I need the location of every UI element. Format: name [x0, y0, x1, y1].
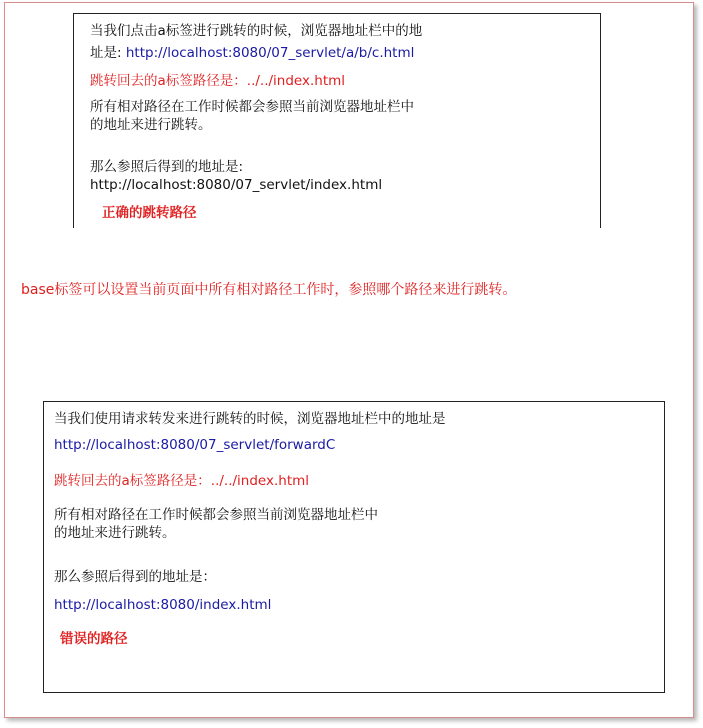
top-result-label: 那么参照后得到的地址是:	[90, 159, 244, 175]
top-intro-line: 当我们点击a标签进行跳转的时候，浏览器地址栏中的地	[90, 23, 423, 39]
top-rule-line2: 的地址来进行跳转。	[90, 117, 212, 133]
top-jump-path: 跳转回去的a标签路径是：../../index.html	[90, 73, 346, 89]
bottom-jump-path: 跳转回去的a标签路径是：../../index.html	[54, 473, 310, 489]
base-tag-note: base标签可以设置当前页面中所有相对路径工作时，参照哪个路径来进行跳转。	[21, 282, 517, 298]
top-address-prefix: 址是:	[90, 45, 122, 61]
bottom-rule-line1: 所有相对路径在工作时候都会参照当前浏览器地址栏中	[54, 507, 378, 523]
figure-frame	[4, 2, 694, 718]
top-address-url: http://localhost:8080/07_servlet/a/b/c.html	[125, 45, 415, 61]
top-result-url: http://localhost:8080/07_servlet/index.html	[90, 177, 383, 193]
wrong-path-box	[43, 401, 665, 693]
bottom-result-label: 那么参照后得到的地址是：	[54, 569, 216, 585]
bottom-address-url: http://localhost:8080/07_servlet/forwardC	[54, 437, 336, 453]
top-rule-line1: 所有相对路径在工作时候都会参照当前浏览器地址栏中	[90, 99, 414, 115]
bottom-intro-line: 当我们使用请求转发来进行跳转的时候，浏览器地址栏中的地址是	[54, 411, 446, 427]
top-address-line	[90, 44, 414, 62]
bottom-rule-line2: 的地址来进行跳转。	[54, 525, 176, 541]
correct-path-box	[73, 13, 601, 228]
bottom-verdict: 错误的路径	[60, 631, 128, 647]
top-verdict: 正确的跳转路径	[102, 205, 197, 221]
bottom-result-url: http://localhost:8080/index.html	[54, 597, 272, 613]
